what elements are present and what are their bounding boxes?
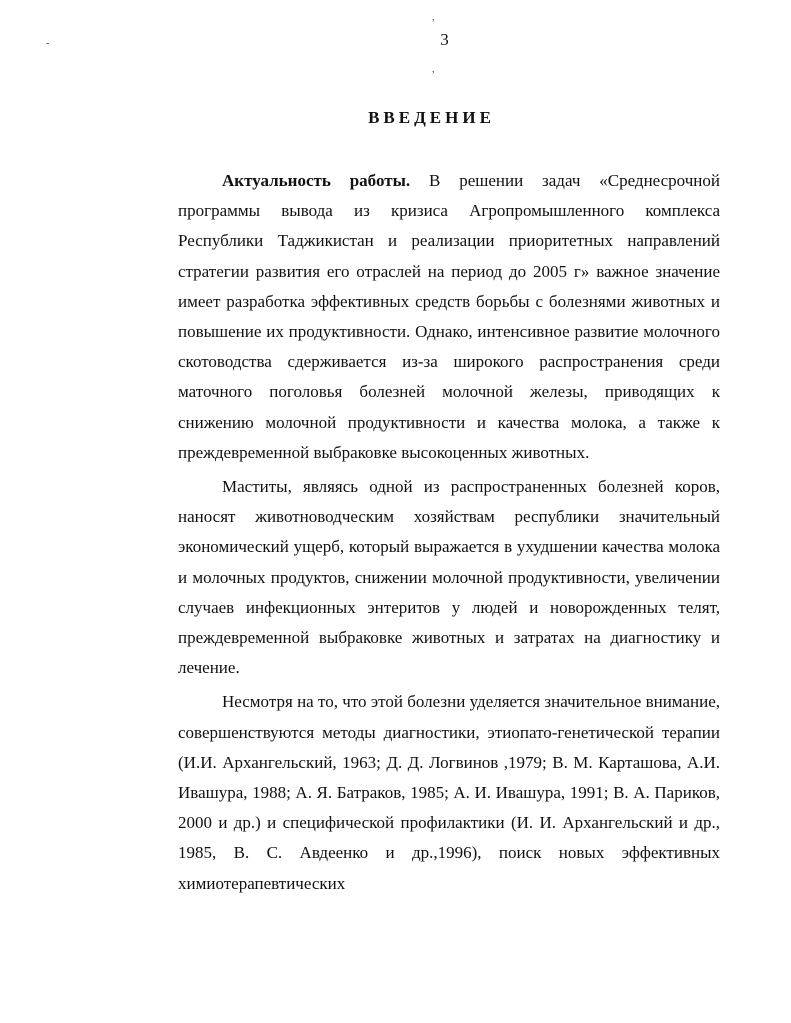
paragraph-text: В решении задач «Среднесрочной программы вывода из кризиса Агропромышленного комплекса Республики Таджикистан и реализации приоритетных направлений стратегии развития его отраслей на период до 2005 г» важное значение имеет разработка эффективных средств борьбы с болезнями животных и повышение их продуктивности. Однако, интенсивное развитие молочного скотоводства сдерживается из-за широкого распространения среди маточного поголовья болезней молочной железы, приводящих к снижению молочной продуктивности и качества молока, а также к преждевременной выбраковке высокоценных животных.: [178, 171, 720, 462]
paragraph-relevance: [178, 166, 720, 468]
paragraph-lead: Актуальность работы.: [222, 171, 411, 190]
scan-speck: -: [46, 38, 50, 49]
paragraph-research: Несмотря на то, что этой болезни уделяется значительное внимание, совершенствуются методы диагностики, этиопато-генетической терапии (И.И. Архангельский, 1963; Д. Д. Логвинов ,1979; В. М. Карташова, А.И. Ивашура, 1988; А. Я. Батраков, 1985; А. И. Ивашура, 1991; В. А. Париков, 2000 и др.) и специфической профилактики (И. И. Архангельский и др., 1985, В. С. Авдеенко и др.,1996), поиск новых эффективных химиотерапевтических: [178, 692, 720, 893]
scan-speck: ,: [432, 64, 435, 75]
paragraph-mastitis: Маститы, являясь одной из распространенных болезней коров, наносят животноводческим хозяйствам республики значительный экономический ущерб, который выражается в ухудшении качества молока и молочных продуктов, снижении молочной продуктивности, увеличении случаев инфекционных энтеритов у людей и новорожденных телят, преждевременной выбраковке животных и затратах на диагностику и лечение.: [178, 477, 720, 678]
page-number: 3: [440, 30, 449, 49]
section-title: ВВЕДЕНИЕ: [368, 108, 495, 127]
scan-speck: ,: [432, 12, 435, 23]
body-text: [178, 166, 720, 899]
